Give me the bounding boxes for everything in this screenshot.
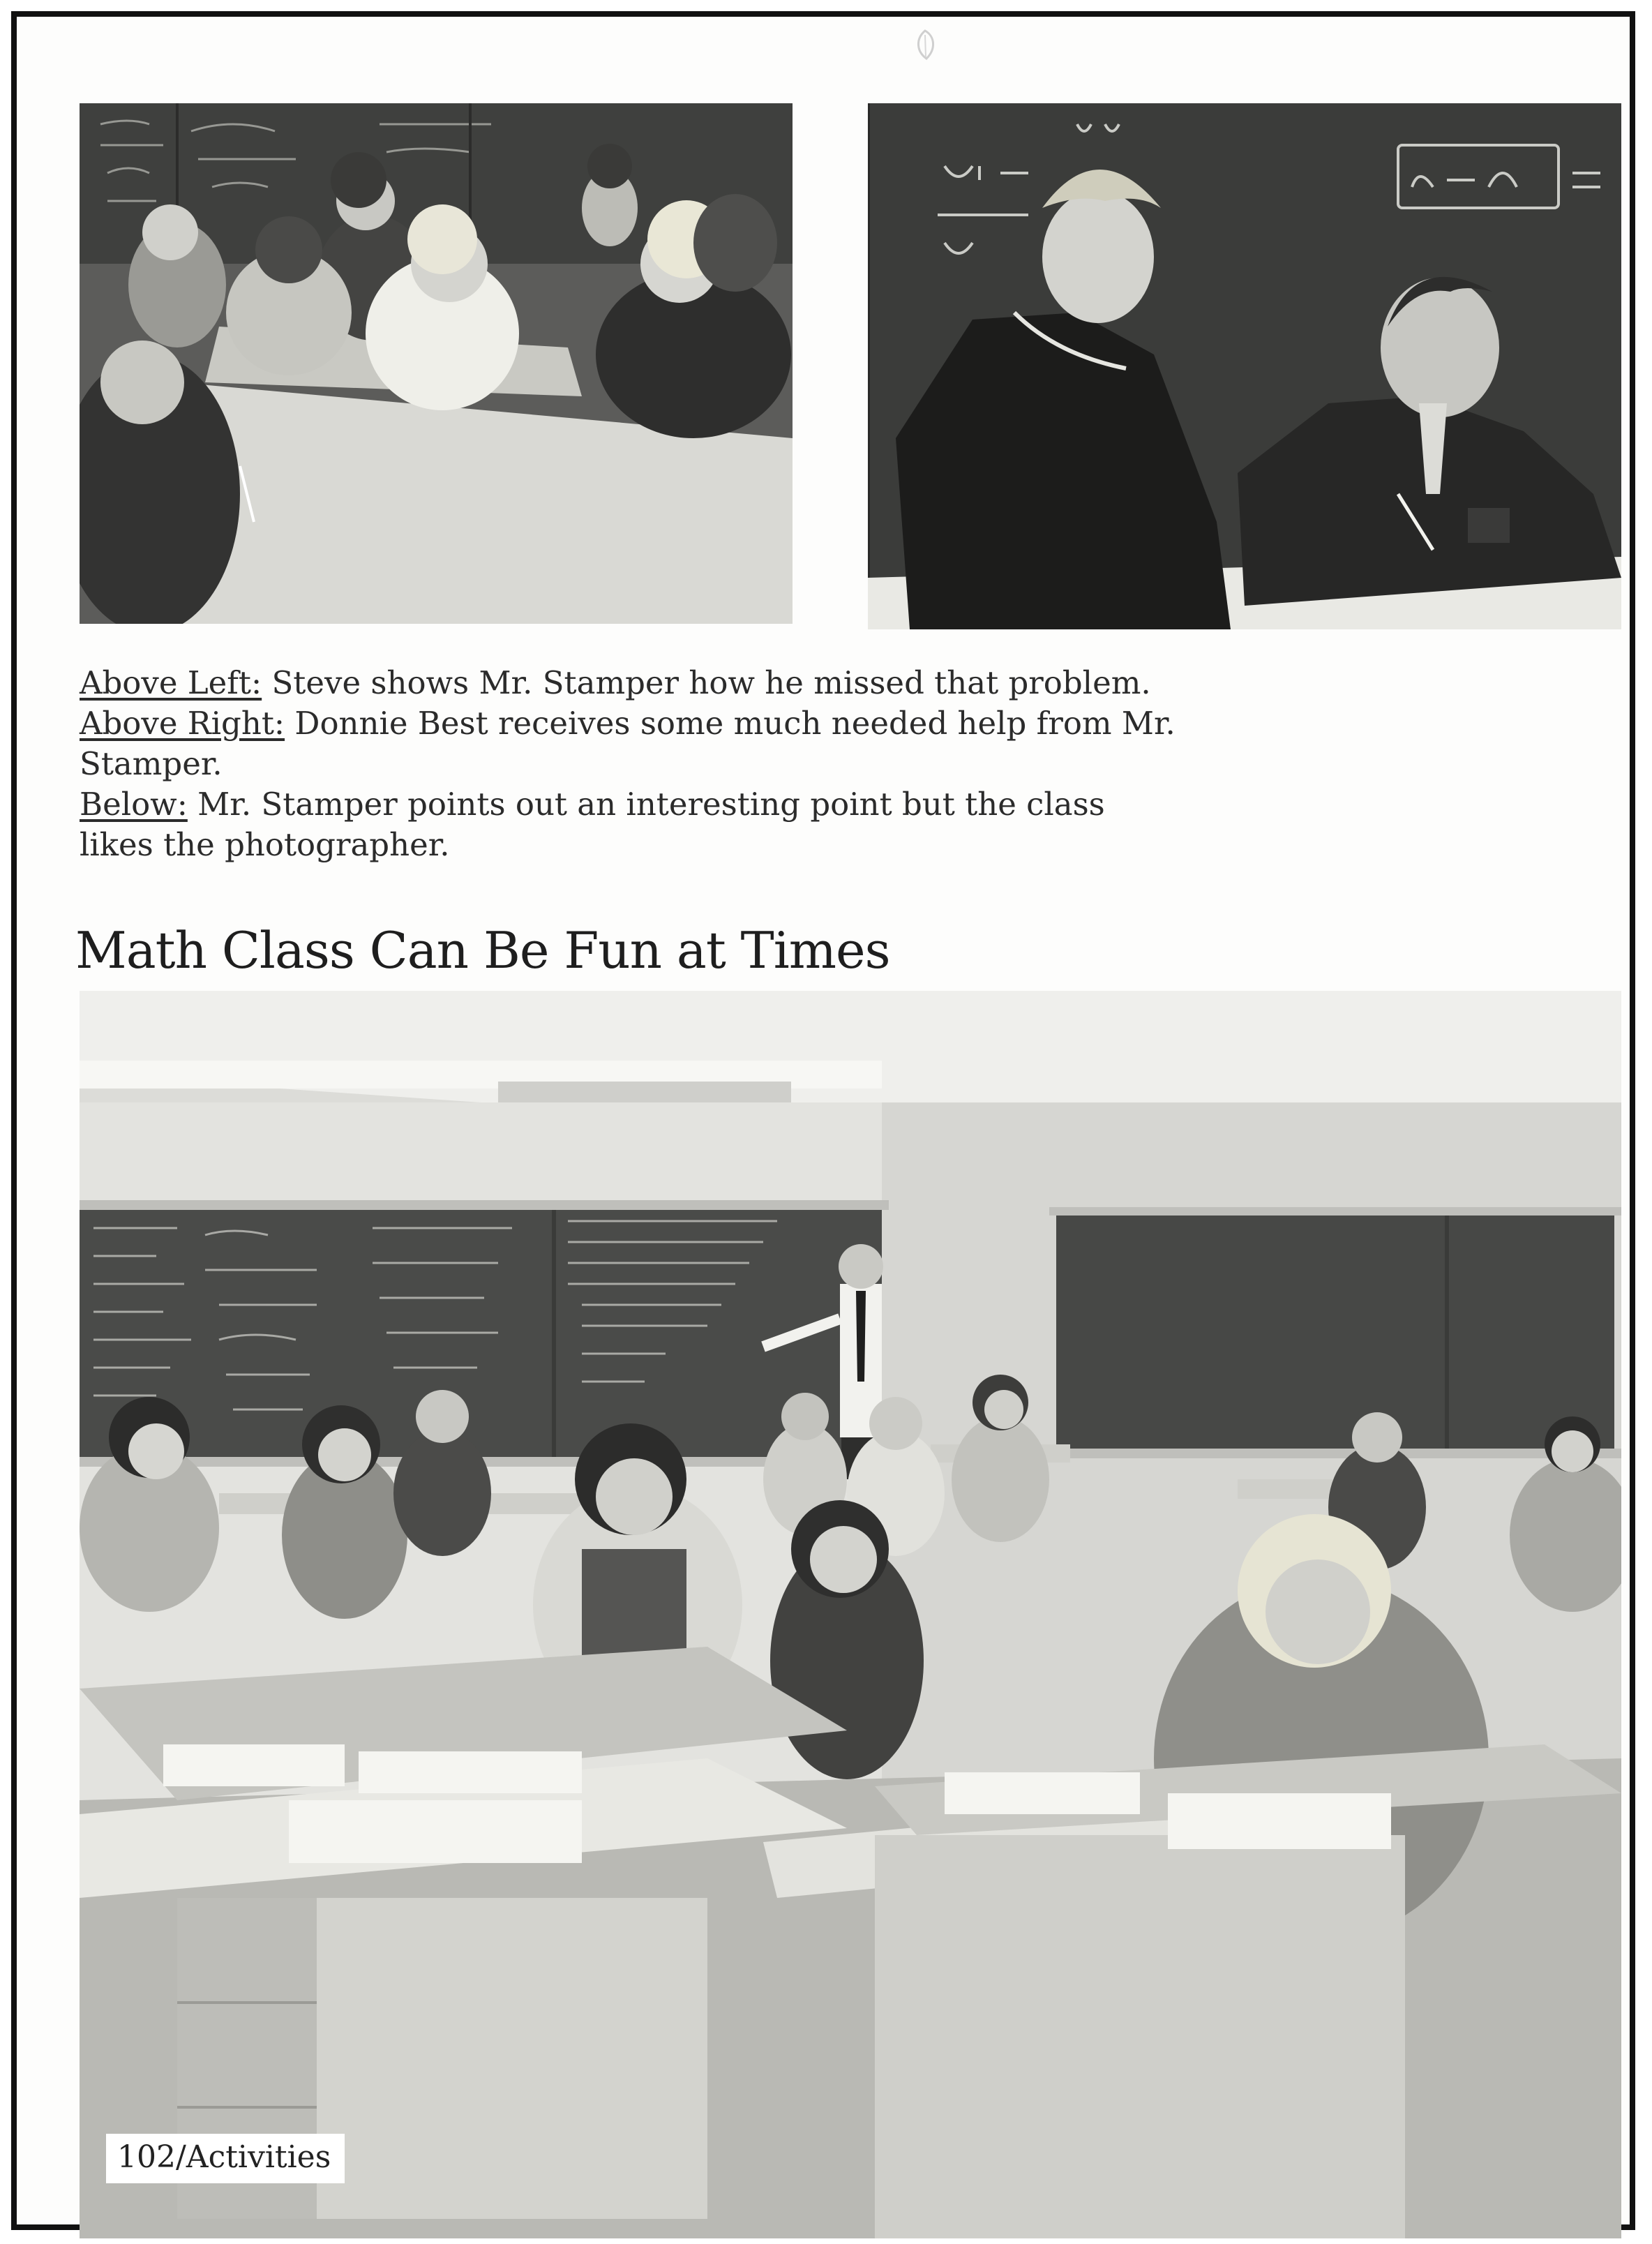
caption-text-below: Mr. Stamper points out an interesting point but the class (187, 786, 1105, 823)
teacher-helping-student-photo (868, 103, 1621, 629)
caption-below-cont: likes the photographer. (80, 826, 450, 863)
photo-above-right (868, 103, 1621, 629)
caption-text-above-right: Donnie Best receives some much needed help from Mr. (285, 705, 1176, 742)
page-headline: Math Class Can Be Fun at Times (75, 921, 890, 980)
caption-lead-below: Below: (80, 786, 188, 823)
caption-above-right (80, 703, 1475, 744)
caption-above-left (80, 663, 1475, 703)
caption-above-right-cont: Stamper. (80, 745, 223, 782)
classroom-group-photo (80, 103, 793, 624)
caption-lead-above-right: Above Right: (80, 705, 285, 742)
leaf-ornament-icon (911, 28, 939, 63)
math-classroom-photo (80, 991, 1621, 2238)
caption-below (80, 784, 1475, 825)
page-folio: 102/Activities (106, 2134, 345, 2183)
photo-captions (80, 663, 1475, 865)
caption-text-above-left: Steve shows Mr. Stamper how he missed that problem. (262, 664, 1151, 701)
photo-above-left (80, 103, 793, 624)
caption-lead-above-left: Above Left: (80, 664, 262, 701)
photo-below (80, 991, 1621, 2238)
